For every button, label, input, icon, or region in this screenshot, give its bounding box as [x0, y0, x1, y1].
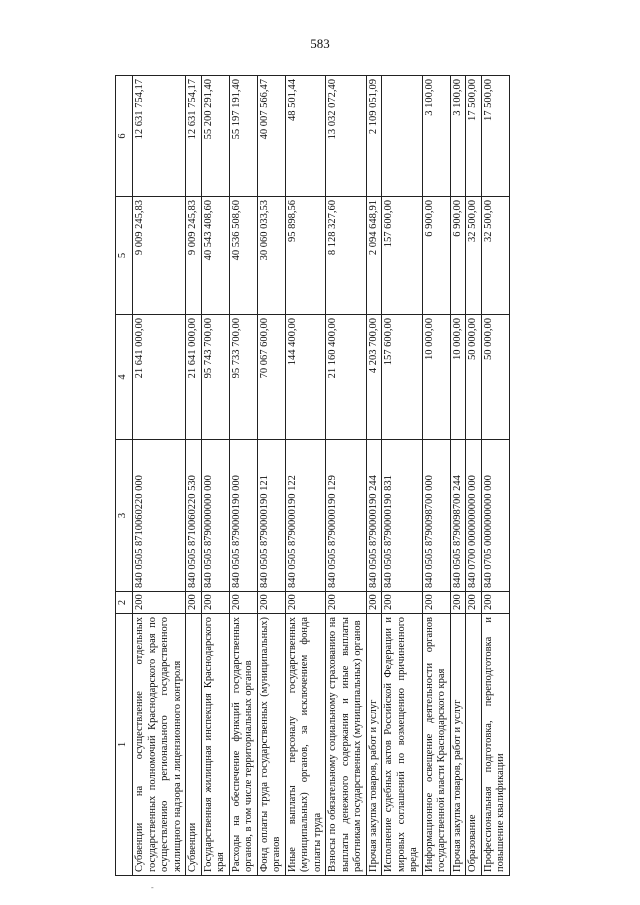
row-code-cell: 200 — [285, 592, 326, 614]
row-code-cell: 200 — [422, 592, 450, 614]
row-name-cell: Взносы по обязательному социальному страхованию на выплаты денежного содержания и иные выплаты работникам государственных (муниципальных) органов — [326, 614, 367, 876]
table-row — [186, 76, 202, 876]
table-row — [481, 76, 509, 876]
row-col4-cell: 50 000,00 — [466, 315, 482, 440]
table-row — [382, 76, 423, 876]
row-col4-cell: 95 733 700,00 — [229, 315, 257, 440]
row-name-cell: Государственная жилищная инспекция Краснодарского края — [201, 614, 229, 876]
row-name-cell: Прочая закупка товаров, работ и услуг — [366, 614, 382, 876]
row-code-cell: 200 — [257, 592, 285, 614]
row-col5-cell: 95 898,56 — [285, 197, 326, 315]
row-address-cell: 840 0505 8790000190 831 — [382, 440, 423, 592]
row-col6-cell: 3 100,00 — [422, 76, 450, 197]
page-number: 583 — [310, 36, 330, 51]
column-header-5: 5 — [116, 197, 133, 315]
row-address-cell: 840 0505 8790000190 122 — [285, 440, 326, 592]
row-address-cell: 840 0505 8790000000 000 — [201, 440, 229, 592]
row-code-cell: 200 — [382, 592, 423, 614]
column-header-4: 4 — [116, 315, 133, 440]
row-col6-cell: 48 501,44 — [285, 76, 326, 197]
row-col6-cell: 55 200 291,40 — [201, 76, 229, 197]
row-code-cell: 200 — [229, 592, 257, 614]
table-body — [133, 76, 510, 876]
table-row — [326, 76, 367, 876]
table-row — [229, 76, 257, 876]
row-name-cell: Профессиональная подготовка, переподготовка и повышение квалификации — [481, 614, 509, 876]
margin-mark: - — [151, 883, 154, 892]
row-name-cell: Прочая закупка товаров, работ и услуг — [450, 614, 466, 876]
table-row — [422, 76, 450, 876]
row-name-cell: Образование — [466, 614, 482, 876]
row-code-cell: 200 — [133, 592, 186, 614]
row-address-cell: 840 0505 8710060220 000 — [133, 440, 186, 592]
row-code-cell: 200 — [201, 592, 229, 614]
row-col5-cell: 8 128 327,60 — [326, 197, 367, 315]
row-col5-cell: 6 900,00 — [422, 197, 450, 315]
row-name-cell: Субвенции на осуществление отдельных государственных полномочий Краснодарского края по осуществлению регионального государственного жилищного надзора и лицензионного контроля — [133, 614, 186, 876]
row-name-cell: Субвенции — [186, 614, 202, 876]
budget-execution-table — [115, 75, 510, 876]
row-code-cell: 200 — [366, 592, 382, 614]
row-col4-cell: 21 160 400,00 — [326, 315, 367, 440]
row-col4-cell: 10 000,00 — [450, 315, 466, 440]
row-address-cell: 840 0700 0000000000 000 — [466, 440, 482, 592]
row-address-cell: 840 0505 8790000190 000 — [229, 440, 257, 592]
row-code-cell: 200 — [481, 592, 509, 614]
row-address-cell: 840 0505 8790000190 121 — [257, 440, 285, 592]
row-address-cell: 840 0505 8790000190 129 — [326, 440, 367, 592]
row-address-cell: 840 0505 8710060220 530 — [186, 440, 202, 592]
row-name-cell: Исполнение судебных актов Российской Федерации и мировых соглашений по возмещению причиненного вреда — [382, 614, 423, 876]
row-code-cell: 200 — [466, 592, 482, 614]
row-col5-cell: 32 500,00 — [481, 197, 509, 315]
row-code-cell: 200 — [326, 592, 367, 614]
table-row — [133, 76, 186, 876]
row-address-cell: 840 0505 8790000190 244 — [366, 440, 382, 592]
row-col5-cell: 9 009 245,83 — [186, 197, 202, 315]
row-address-cell: 840 0705 0000000000 000 — [481, 440, 509, 592]
table-row — [201, 76, 229, 876]
row-code-cell: 200 — [450, 592, 466, 614]
column-header-1: 1 — [116, 614, 133, 876]
row-name-cell: Информационное освещение деятельности органов государственной власти Краснодарского края — [422, 614, 450, 876]
row-col5-cell: 9 009 245,83 — [133, 197, 186, 315]
row-address-cell: 840 0505 8790098700 000 — [422, 440, 450, 592]
row-col4-cell: 10 000,00 — [422, 315, 450, 440]
row-col5-cell: 30 060 033,53 — [257, 197, 285, 315]
row-col6-cell: 17 500,00 — [481, 76, 509, 197]
row-col5-cell: 40 536 508,60 — [229, 197, 257, 315]
row-col6-cell — [382, 76, 423, 197]
row-name-cell: Расходы на обеспечение функций государственных органов, в том числе территориальных органов — [229, 614, 257, 876]
row-col5-cell: 2 094 648,91 — [366, 197, 382, 315]
row-col6-cell: 2 109 051,09 — [366, 76, 382, 197]
row-col4-cell: 70 067 600,00 — [257, 315, 285, 440]
row-col4-cell: 157 600,00 — [382, 315, 423, 440]
row-col4-cell: 21 641 000,00 — [133, 315, 186, 440]
column-header-6: 6 — [116, 76, 133, 197]
column-header-3: 3 — [116, 440, 133, 592]
row-col6-cell: 17 500,00 — [466, 76, 482, 197]
row-col4-cell: 95 743 700,00 — [201, 315, 229, 440]
row-name-cell: Фонд оплаты труда государственных (муниципальных) органов — [257, 614, 285, 876]
row-col6-cell: 3 100,00 — [450, 76, 466, 197]
table-row — [366, 76, 382, 876]
table-header-row — [116, 76, 133, 876]
row-col6-cell: 12 631 754,17 — [133, 76, 186, 197]
row-col5-cell: 157 600,00 — [382, 197, 423, 315]
row-col4-cell: 21 641 000,00 — [186, 315, 202, 440]
table-row — [466, 76, 482, 876]
row-address-cell: 840 0505 8790098700 244 — [450, 440, 466, 592]
table-row — [450, 76, 466, 876]
table-row — [285, 76, 326, 876]
row-code-cell: 200 — [186, 592, 202, 614]
row-col6-cell: 13 032 072,40 — [326, 76, 367, 197]
row-col5-cell: 6 900,00 — [450, 197, 466, 315]
row-col4-cell: 144 400,00 — [285, 315, 326, 440]
row-col6-cell: 12 631 754,17 — [186, 76, 202, 197]
column-header-2: 2 — [116, 592, 133, 614]
row-col4-cell: 4 203 700,00 — [366, 315, 382, 440]
row-col4-cell: 50 000,00 — [481, 315, 509, 440]
row-name-cell: Иные выплаты персоналу государственных (муниципальных) органов, за исключением фонда оплаты труда — [285, 614, 326, 876]
row-col6-cell: 55 197 191,40 — [229, 76, 257, 197]
row-col5-cell: 32 500,00 — [466, 197, 482, 315]
rotated-table-container — [115, 76, 615, 876]
row-col6-cell: 40 007 566,47 — [257, 76, 285, 197]
table-row — [257, 76, 285, 876]
rotated-page — [115, 76, 615, 876]
row-col5-cell: 40 543 408,60 — [201, 197, 229, 315]
